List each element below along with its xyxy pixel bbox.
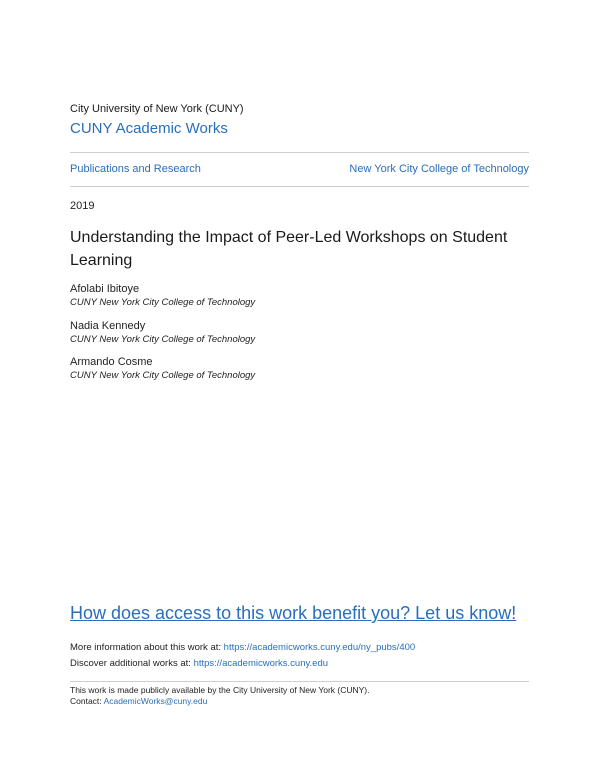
college-link[interactable]: New York City College of Technology [349,163,529,175]
author-name: Armando Cosme [70,356,153,368]
author-affiliation: CUNY New York City College of Technology [70,334,256,345]
contact-label: Contact: [70,696,102,706]
repository-link[interactable]: CUNY Academic Works [70,120,228,137]
institution-name: City University of New York (CUNY) [70,103,244,115]
more-info-line [70,642,415,653]
work-url-link[interactable]: https://academicworks.cuny.edu/ny_pubs/400 [223,642,416,653]
feedback-link[interactable]: How does access to this work benefit you? Let us know! [70,603,517,623]
author-name: Nadia Kennedy [70,320,146,332]
divider-top [70,152,529,153]
contact-email-link[interactable]: AcademicWorks@cuny.edu [103,696,208,706]
more-info-label: More information about this work at: [70,642,222,653]
author-name: Afolabi Ibitoye [70,283,140,295]
paper-title: Understanding the Impact of Peer-Led Workshops on Student Learning [70,229,508,269]
discover-line [70,658,328,669]
footer-notice: This work is made publicly available by the City University of New York (CUNY). [70,685,370,695]
publications-link[interactable]: Publications and Research [70,163,201,175]
publication-year: 2019 [70,200,95,212]
author-affiliation: CUNY New York City College of Technology [70,370,256,381]
footer-contact [70,696,207,706]
discover-label: Discover additional works at: [70,658,191,669]
divider-nav [70,186,529,187]
discover-url-link[interactable]: https://academicworks.cuny.edu [193,658,329,669]
divider-footer [70,681,529,682]
author-affiliation: CUNY New York City College of Technology [70,297,256,308]
